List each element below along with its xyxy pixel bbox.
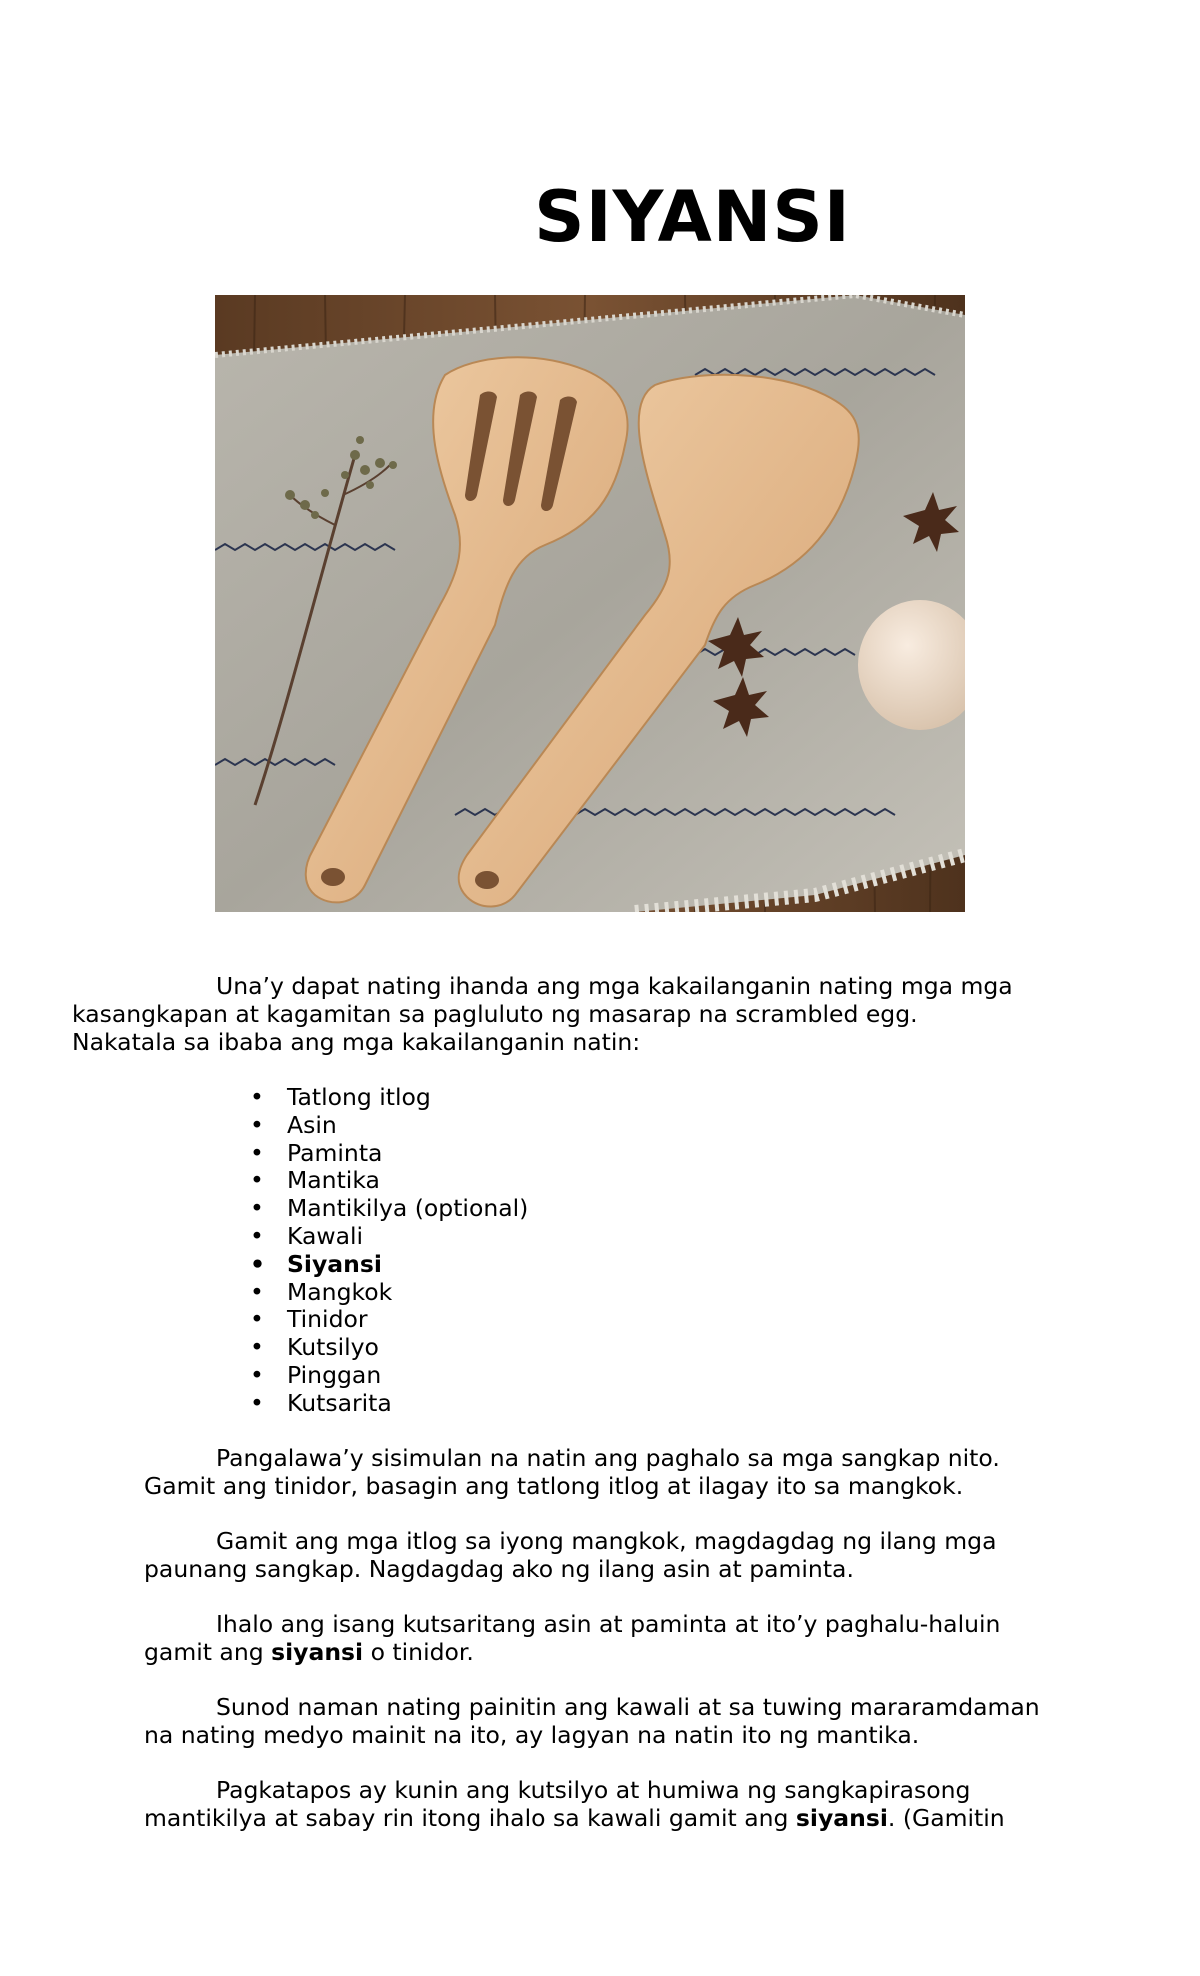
intro-line-3: Nakatala sa ibaba ang mga kakailanganin natin:	[72, 1028, 641, 1056]
paragraph-6	[144, 1776, 1074, 1832]
list-item	[250, 1334, 528, 1362]
list-item-label: Kawali	[287, 1221, 364, 1250]
paragraph-4	[144, 1610, 1074, 1666]
list-item	[250, 1195, 528, 1223]
p3-line-1: Gamit ang mga itlog sa iyong mangkok, magdagdag ng ilang mga	[216, 1527, 997, 1555]
intro-line-2: kasangkapan at kagamitan sa pagluluto ng masarap na scrambled egg.	[72, 1000, 918, 1028]
p6-line-2	[144, 1804, 1074, 1832]
list-item	[250, 1251, 528, 1279]
paragraph-3	[144, 1527, 1074, 1583]
p4-line-2	[144, 1638, 1074, 1666]
p4-line-1: Ihalo ang isang kutsaritang asin at paminta at ito’y paghalu-haluin	[216, 1610, 1001, 1638]
intro-line-1: Una’y dapat nating ihanda ang mga kakailanganin nating mga mga	[216, 972, 1013, 1000]
list-item-label: Tatlong itlog	[287, 1083, 431, 1111]
list-item	[250, 1390, 528, 1418]
list-item-label: Kutsarita	[287, 1388, 392, 1417]
list-item	[250, 1306, 528, 1334]
list-item-label: Mantikilya (optional)	[287, 1194, 529, 1223]
spatula-photo	[215, 295, 965, 912]
p6-line-2-end: . (Gamitin	[887, 1804, 1005, 1832]
bullet-icon: •	[250, 1305, 264, 1334]
list-item	[250, 1140, 528, 1168]
p4-line-2-end: o tinidor.	[363, 1638, 474, 1666]
p2-line-2: Gamit ang tinidor, basagin ang tatlong itlog at ilagay ito sa mangkok.	[144, 1472, 964, 1500]
p2-line-1: Pangalawa’y sisimulan na natin ang paghalo sa mga sangkap nito.	[216, 1444, 1000, 1472]
p6-siyansi-bold: siyansi	[795, 1804, 888, 1832]
bullet-icon: •	[250, 1333, 264, 1362]
bullet-icon: •	[250, 1166, 264, 1195]
p4-line-2-start: gamit ang	[144, 1638, 272, 1666]
page-title: SIYANSI	[534, 176, 851, 258]
list-item	[250, 1223, 528, 1251]
bullet-icon: •	[250, 1249, 266, 1278]
list-item	[250, 1362, 528, 1390]
list-item-label: Mangkok	[287, 1277, 393, 1306]
list-item	[250, 1167, 528, 1195]
list-item-label: Mantika	[287, 1166, 380, 1195]
intro-paragraph	[72, 972, 1074, 1056]
bullet-icon: •	[250, 1360, 264, 1389]
p6-line-2-start: mantikilya at sabay rin itong ihalo sa kawali gamit ang	[144, 1804, 796, 1832]
list-item-label: Asin	[287, 1110, 337, 1139]
list-item	[250, 1084, 528, 1112]
p5-line-1: Sunod naman nating painitin ang kawali at sa tuwing mararamdaman	[216, 1693, 1040, 1721]
bullet-icon: •	[250, 1110, 264, 1139]
list-item-label: Kutsilyo	[287, 1333, 379, 1362]
p3-line-2: paunang sangkap. Nagdagdag ako ng ilang asin at paminta.	[144, 1555, 854, 1583]
bullet-icon: •	[250, 1138, 264, 1167]
p4-siyansi-bold: siyansi	[271, 1638, 364, 1666]
p6-line-1: Pagkatapos ay kunin ang kutsilyo at humiwa ng sangkapirasong	[216, 1776, 971, 1804]
list-item-label: Siyansi	[287, 1249, 382, 1278]
bullet-icon: •	[250, 1388, 264, 1417]
bullet-icon: •	[250, 1221, 264, 1250]
bullet-icon: •	[250, 1277, 264, 1306]
bullet-icon: •	[250, 1083, 264, 1111]
bullet-icon: •	[250, 1194, 264, 1223]
list-item-label: Paminta	[287, 1138, 383, 1167]
list-item	[250, 1112, 528, 1140]
list-item-label: Pinggan	[287, 1360, 382, 1389]
list-item	[250, 1279, 528, 1307]
paragraph-5	[144, 1693, 1074, 1749]
ingredients-list	[250, 1084, 528, 1418]
p5-line-2: na nating medyo mainit na ito, ay lagyan na natin ito ng mantika.	[144, 1721, 920, 1749]
list-item-label: Tinidor	[287, 1305, 368, 1334]
paragraph-2	[144, 1444, 1074, 1500]
